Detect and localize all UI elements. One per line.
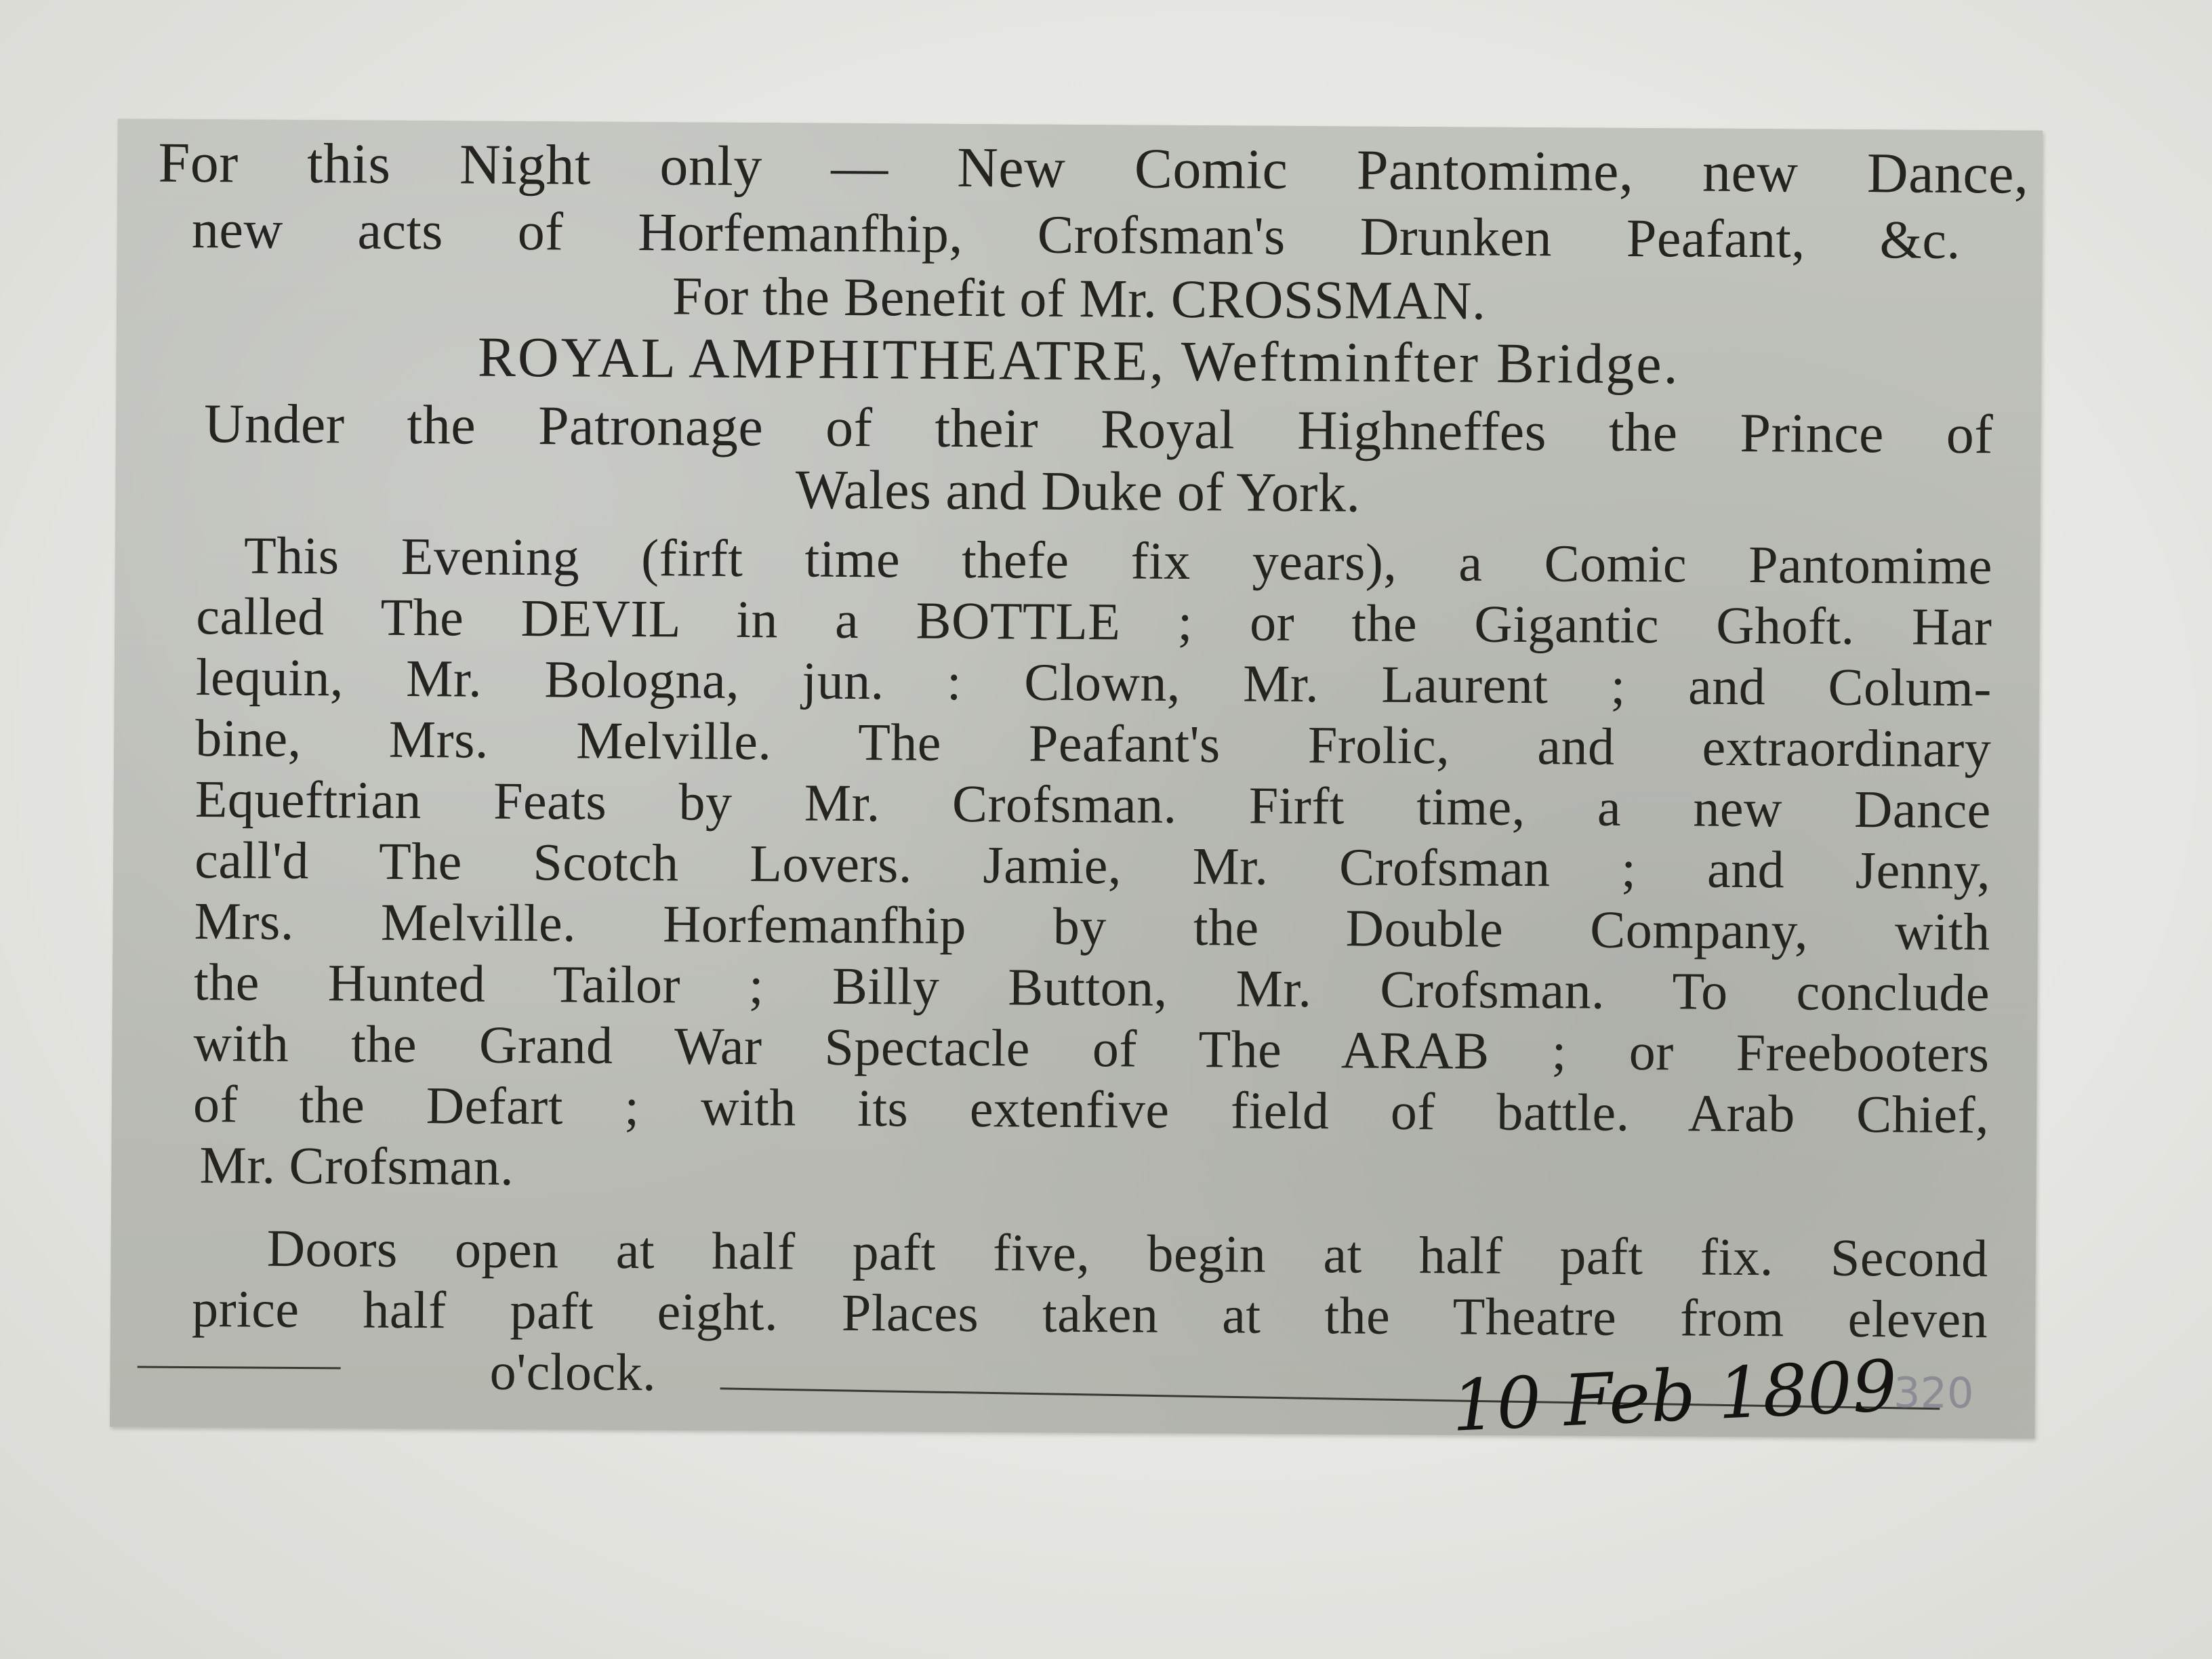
handwritten-date: 10 Feb 1809 xyxy=(1450,1344,1900,1448)
headline-patronage-cont: Wales and Duke of York. xyxy=(795,458,1361,524)
body-line: This Evening (firft time thefe fix years), a Comic Pantomime xyxy=(243,525,1993,596)
archive-stamp-number: 320 xyxy=(1893,1368,1974,1418)
headline-patronage: Under the Patronage of their Royal Highneffes the Prince of xyxy=(203,392,1994,466)
headline-venue: ROYAL AMPHITHEATRE, Weftminfter Bridge. xyxy=(477,325,1680,396)
newspaper-clipping xyxy=(110,119,2043,1448)
divider-rule xyxy=(138,1366,341,1370)
body-line: Mrs. Melville. Horfemanfhip by the Double Company, with xyxy=(194,891,1990,962)
body-line: lequin, Mr. Bologna, jun. : Clown, Mr. Laurent ; and Colum- xyxy=(195,647,1992,718)
headline-new-acts: new acts of Horfemanfhip, Crofsman's Drunken Peafant, &c. xyxy=(191,200,1961,270)
body-line: call'd The Scotch Lovers. Jamie, Mr. Crofsman ; and Jenny, xyxy=(194,830,1991,901)
closing-line: price half paft eight. Places taken at the Theatre from eleven xyxy=(191,1279,1988,1349)
body-line: of the Defart ; with its extenfive field of battle. Arab Chief, xyxy=(192,1074,1990,1145)
headline-for-this-night: For this Night only — New Comic Pantomime, new Dance, xyxy=(158,131,2029,206)
body-line: Equeftrian Feats by Mr. Crofsman. Firft time, a new Dance xyxy=(194,769,1992,840)
body-line: called The DEVIL in a BOTTLE ; or the Gigantic Ghoft. Har xyxy=(196,586,1992,657)
body-line: bine, Mrs. Melville. The Peafant's Frolic, and extraordinary xyxy=(195,708,1992,779)
closing-line: Doors open at half paft five, begin at half paft fix. Second xyxy=(266,1218,1988,1288)
body-line: the Hunted Tailor ; Billy Button, Mr. Crofsman. To conclude xyxy=(193,952,1990,1023)
headline-benefit: For the Benefit of Mr. CROSSMAN. xyxy=(672,266,1486,331)
closing-line: o'clock. xyxy=(489,1341,657,1402)
body-line: Mr. Crofsman. xyxy=(199,1135,514,1196)
body-line: with the Grand War Spectacle of The ARAB ; or Freebooters xyxy=(193,1013,1990,1084)
